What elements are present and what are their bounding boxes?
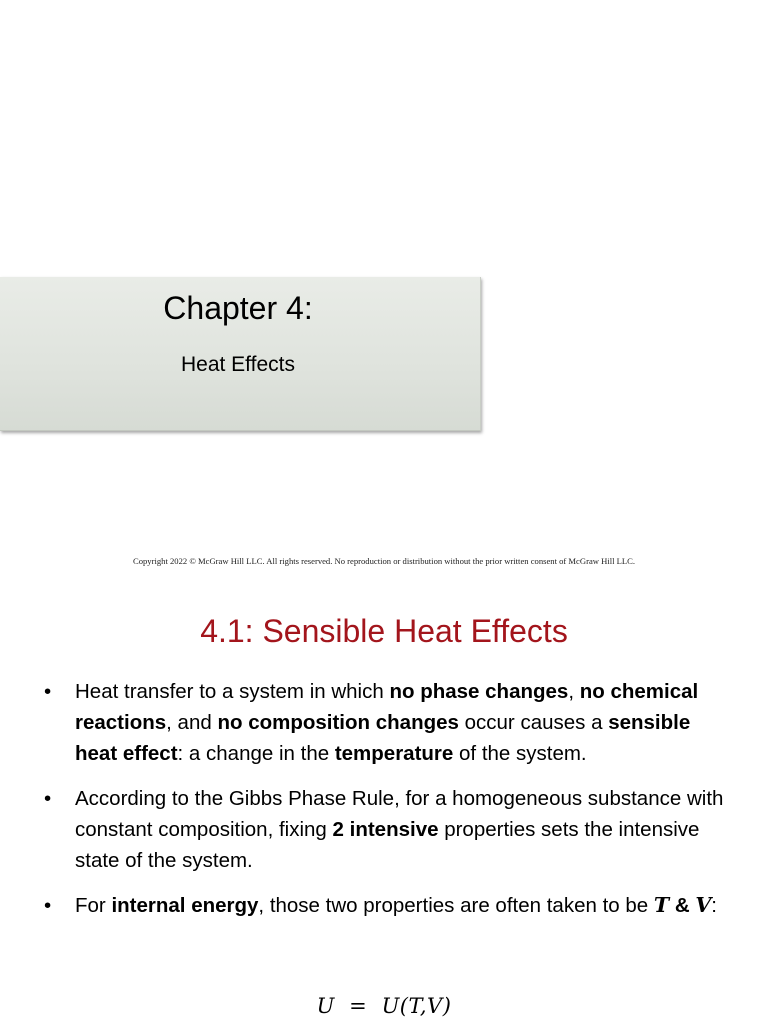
bold-term: 2 intensive xyxy=(332,818,439,841)
bullet-text: occur causes a xyxy=(458,711,609,734)
bold-term: no chemical reactions xyxy=(75,680,699,734)
bullet-text: Heat transfer to a system in which xyxy=(75,680,390,703)
bullet-dot-icon: • xyxy=(44,894,52,917)
chapter-subtitle: Heat Effects xyxy=(180,353,295,376)
bold-term: sensible heat effect xyxy=(75,711,691,765)
copyright-notice: Copyright 2022 © McGraw Hill LLC. All rights reserved. No reproduction or distribution without the prior written consent of McGraw Hill LLC. xyxy=(132,556,636,566)
bullet-text: , and xyxy=(166,711,218,734)
bullet-item-internal-energy xyxy=(44,890,734,921)
internal-energy-equation: U = U(T,V) xyxy=(316,994,452,1018)
bold-term: no phase changes xyxy=(389,680,569,703)
bold-term: no composition changes xyxy=(217,711,459,734)
bullet-text: For xyxy=(75,894,112,917)
bullet-dot-icon: • xyxy=(44,787,52,810)
bold-term: & xyxy=(669,894,696,917)
bullet-text: According to the Gibbs Phase Rule, for a homogeneous substance with constant composition, fixing xyxy=(75,787,724,841)
bullet-text: : xyxy=(711,894,717,917)
chapter-title: Chapter 4: xyxy=(163,290,313,326)
bullet-item-sensible-heat xyxy=(44,676,734,769)
bullet-text: properties sets the intensive state of the system. xyxy=(75,818,700,872)
math-variable-t: T xyxy=(653,893,670,917)
bullet-text: of the system. xyxy=(453,742,587,765)
bullet-text: : a change in the xyxy=(177,742,335,765)
bullet-text: , those two properties are often taken to be xyxy=(258,894,654,917)
bullet-item-gibbs-phase-rule xyxy=(44,783,734,876)
math-variable-v: V xyxy=(695,893,712,917)
bullet-dot-icon: • xyxy=(44,680,52,703)
bullet-list xyxy=(44,676,734,935)
bullet-text: , xyxy=(568,680,580,703)
bold-term: internal energy xyxy=(111,894,259,917)
section-title: 4.1: Sensible Heat Effects xyxy=(200,613,568,649)
bold-term: temperature xyxy=(334,742,454,765)
